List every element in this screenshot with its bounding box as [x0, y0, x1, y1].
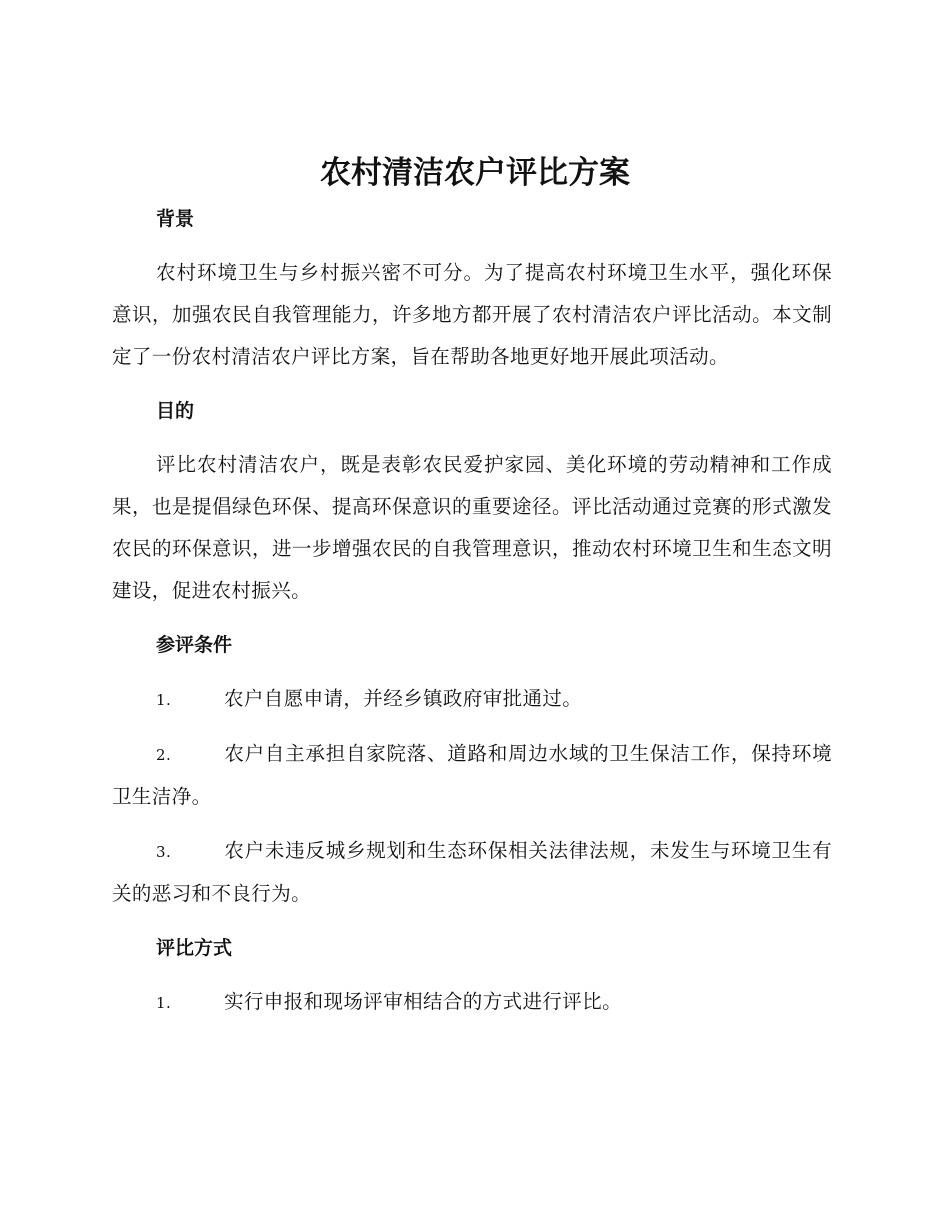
document-body [112, 198, 832, 1024]
list-number: 1. [156, 994, 172, 1012]
list-item-text: 实行申报和现场评审相结合的方式进行评比。 [224, 990, 623, 1013]
section-heading-criteria: 参评条件 [156, 634, 233, 656]
background-paragraph: 农村环境卫生与乡村振兴密不可分。为了提高农村环境卫生水平，强化环保意识，加强农民自我管理能力，许多地方都开展了农村清洁农户评比活动。本文制定了一份农村清洁农户评比方案，旨在帮助各地更好地开展此项活动。 [112, 261, 832, 368]
list-number: 2. [156, 746, 172, 764]
list-number: 3. [156, 843, 172, 861]
purpose-paragraph: 评比农村清洁农户，既是表彰农民爱护家园、美化环境的劳动精神和工作成果，也是提倡绿色环保、提高环保意识的重要途径。评比活动通过竞赛的形式激发农民的环保意识，进一步增强农民的自我管理意识，推动农村环境卫生和生态文明建设，促进农村振兴。 [112, 453, 832, 602]
method-list-item [112, 981, 832, 1024]
section-heading-purpose: 目的 [156, 400, 195, 422]
criteria-list-item [112, 733, 832, 818]
list-item-text: 农户自愿申请，并经乡镇政府审批通过。 [224, 687, 583, 710]
criteria-list-item [112, 830, 832, 915]
list-item-text: 农户未违反城乡规划和生态环保相关法律法规，未发生与环境卫生有关的恶习和不良行为。 [112, 839, 832, 905]
list-item-text: 农户自主承担自家院落、道路和周边水域的卫生保洁工作，保持环境卫生洁净。 [112, 742, 832, 808]
document-title: 农村清洁农户评比方案 [320, 155, 630, 191]
criteria-list-item [112, 678, 832, 721]
list-number: 1. [156, 691, 172, 709]
section-heading-background: 背景 [156, 208, 195, 230]
section-heading-method: 评比方式 [156, 937, 233, 959]
